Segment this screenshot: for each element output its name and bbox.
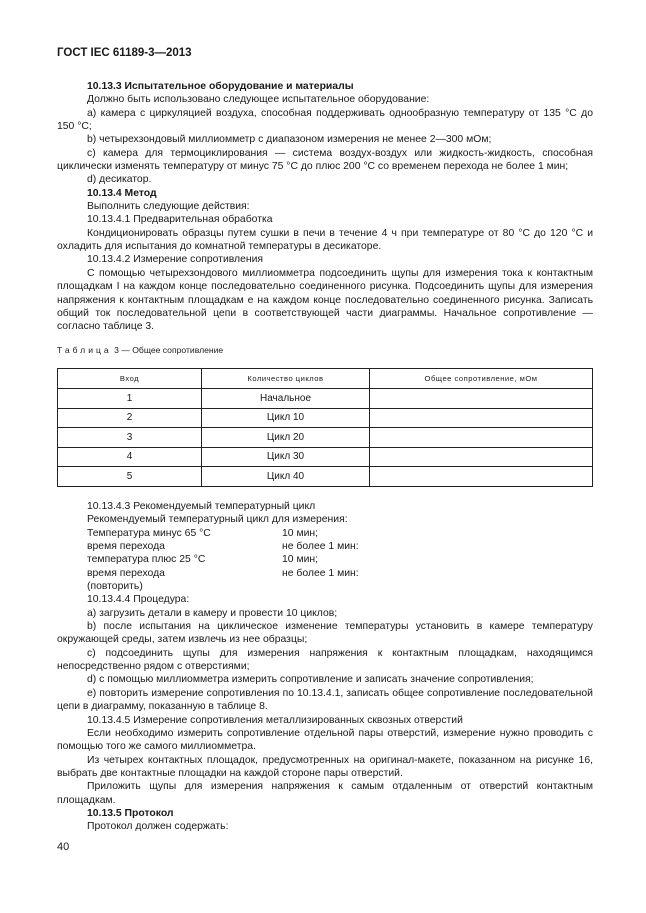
paragraph: Из четырех контактных площадок, предусмотренных на оригинал-макете, показанном на рисунке 16, выбрать две контактные площадки на каждой стороне пары отверстий.: [57, 754, 593, 779]
paragraph: c) подсоединить щупы для измерения напряжения к контактным площадкам, находящимся непосредственно рядом с отверстиями;: [57, 647, 593, 673]
cell-resistance: [370, 467, 593, 487]
cell-input: 1: [58, 389, 202, 409]
cycle-step-label: (повторить): [87, 581, 143, 593]
section-10-13-3-to-10-13-4-2: [57, 80, 593, 334]
paragraph: d) десикатор.: [87, 174, 152, 186]
cell-input: 5: [58, 467, 202, 487]
col-header-input: Вход: [58, 369, 202, 389]
paragraph: Приложить щупы для измерения напряжения к самым отдаленным от отверстий контактным площадкам.: [57, 781, 593, 806]
col-header-cycles: Количество циклов: [202, 369, 370, 389]
cycle-step-label: Температура минус 65 °С: [87, 527, 211, 539]
cycle-step-duration: не более 1 мин:: [282, 541, 359, 553]
cell-cycles: Цикл 40: [202, 467, 370, 487]
caption-prefix: Таблица: [57, 345, 112, 355]
cycle-step-duration: не более 1 мин:: [282, 567, 359, 579]
section-heading: 10.13.4 Метод: [87, 187, 157, 199]
cycle-step-label: температура плюс 25 °С: [87, 554, 206, 566]
resistance-table: [57, 368, 593, 487]
paragraph: Выполнить следующие действия:: [87, 201, 250, 213]
paragraph: Кондиционировать образцы путем сушки в печи в течение 4 ч при температуре от 80 °С до 120 °С и охладить для испытания до комнатной температуры в десикаторе.: [57, 227, 593, 253]
section-10-13-4-3-to-10-13-5: [57, 500, 593, 834]
paragraph: b) четырехзондовый миллиомметр с диапазоном измерения не менее 2—300 мОм;: [87, 134, 492, 146]
cell-cycles: Цикл 30: [202, 447, 370, 467]
paragraph: a) загрузить детали в камеру и провести 10 циклов;: [87, 607, 338, 619]
table-header-row: [58, 369, 593, 389]
section-heading: 10.13.5 Протокол: [87, 807, 174, 819]
cell-resistance: [370, 447, 593, 467]
cell-cycles: Начальное: [202, 389, 370, 409]
cycle-step: [57, 580, 593, 593]
cycle-step-label: время перехода: [87, 541, 165, 553]
cell-resistance: [370, 408, 593, 428]
document-header: ГОСТ IEC 61189-3—2013: [57, 47, 192, 59]
paragraph: Рекомендуемый температурный цикл для измерения:: [87, 514, 348, 526]
paragraph: a) камера с циркуляцией воздуха, способная поддерживать однообразную температуру от 135 °С до 150 °С;: [57, 107, 593, 133]
cell-cycles: Цикл 20: [202, 428, 370, 448]
cell-resistance: [370, 428, 593, 448]
paragraph: d) с помощью миллиомметра измерить сопротивление и записать значение сопротивления;: [87, 674, 534, 686]
cell-input: 2: [58, 408, 202, 428]
table-caption: [57, 345, 223, 355]
paragraph: b) после испытания на циклическое изменение температуры установить в камере температуру окружающей среды, затем извлечь из нее образцы;: [57, 621, 593, 646]
cell-cycles: Цикл 10: [202, 408, 370, 428]
col-header-resistance: Общее сопротивление, мОм: [370, 369, 593, 389]
cycle-step-duration: 10 мин;: [282, 554, 319, 566]
cycle-step: [57, 527, 593, 540]
paragraph: Должно быть использовано следующее испытательное оборудование:: [87, 94, 430, 106]
paragraph: 10.13.4.5 Измерение сопротивления металлизированных сквозных отверстий: [87, 714, 463, 726]
paragraph: 10.13.4.1 Предварительная обработка: [87, 214, 273, 226]
paragraph: С помощью четырехзондового миллиомметра подсоединить щупы для измерения тока к контактным площадкам I на каждом конце последовательно соединенного рисунка. Подсоединить щупы для измерения напряжения к контактным площадкам e на каждом конце последовательно соединенного рисунка. Записать общий ток последовательной цепи в соответствующей части диаграммы. Начальное сопротивление — согласно таблице 3.: [57, 267, 593, 333]
paragraph: c) камера для термоциклирования — система воздух-воздух или жидкость-жидкость, способная циклически изменять температуру от минус 75 °С до плюс 200 °С со временем перехода не более 1 мин;: [57, 147, 593, 173]
paragraph: 10.13.4.2 Измерение сопротивления: [87, 254, 264, 266]
paragraph: Если необходимо измерить сопротивление отдельной пары отверстий, измерение нужно проводить с помощью того же самого миллиомметра.: [57, 727, 593, 753]
cycle-step: [57, 553, 593, 566]
section-heading: 10.13.3 Испытательное оборудование и материалы: [87, 81, 354, 92]
cell-input: 3: [58, 428, 202, 448]
cycle-step-label: время перехода: [87, 567, 165, 579]
page-number: 40: [57, 841, 70, 853]
table-row: [58, 389, 593, 409]
cycle-step: [57, 567, 593, 580]
paragraph: 10.13.4.3 Рекомендуемый температурный цикл: [87, 501, 316, 512]
cycle-step: [57, 540, 593, 553]
cell-input: 4: [58, 447, 202, 467]
caption-text: 3 — Общее сопротивление: [114, 345, 224, 355]
table-row: [58, 447, 593, 467]
table-row: [58, 428, 593, 448]
paragraph: e) повторить измерение сопротивления по 10.13.4.1, записать общее сопротивление последовательной цепи в диаграмму, показанную в таблице 8.: [57, 687, 593, 713]
table-row: [58, 408, 593, 428]
cycle-step-duration: 10 мин;: [282, 527, 319, 539]
paragraph: Протокол должен содержать:: [87, 821, 229, 833]
cell-resistance: [370, 389, 593, 409]
table-row: [58, 467, 593, 487]
paragraph: 10.13.4.4 Процедура:: [87, 594, 190, 606]
